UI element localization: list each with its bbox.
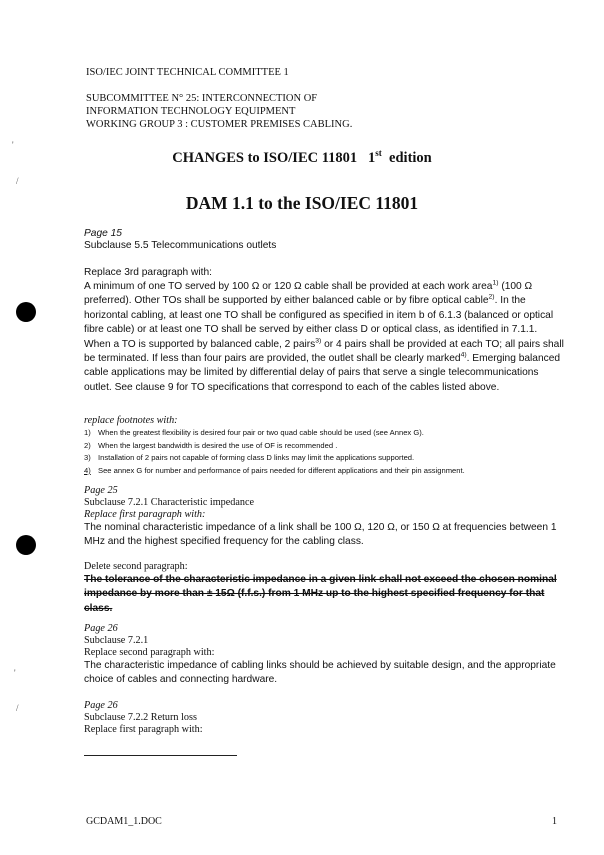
footer-filename: GCDAM1_1.DOC: [86, 816, 162, 827]
footnote-text: Installation of 2 pairs not capable of forming class D links may limit the applications supported.: [98, 453, 415, 463]
section2-paragraph: The nominal characteristic impedance of a link shall be 100 Ω, 120 Ω, or 150 Ω at frequencies between 1 MHz and the highest specified frequency for the cabling class.: [84, 522, 557, 548]
section2-page: Page 25: [84, 485, 118, 496]
section2-subclause: Subclause 7.2.1 Characteristic impedance: [84, 497, 255, 508]
section2-deleted-paragraph: The tolerance of the characteristic impedance in a given link shall not exceed the chosen nominal impedance by more than ± 15Ω (f.f.s.) from 1 MHz up to the highest specified frequency for that class.: [84, 574, 557, 614]
footnote-item: [84, 440, 564, 453]
subcommittee-line-1: SUBCOMMITTEE N° 25: INTERCONNECTION OF: [86, 93, 318, 104]
title-text: CHANGES to ISO/IEC 11801: [172, 149, 358, 166]
scan-mark: /: [16, 176, 19, 186]
section1-text-d: or 4 pairs shall be provided at each TO; all pairs shall be terminated. If less than four pairs are provided, the outlet shall be clearly marked: [84, 338, 564, 365]
section3-replace-instruction: Replace second paragraph with:: [84, 647, 215, 658]
document-title: [0, 148, 604, 167]
scan-mark: /: [16, 703, 19, 713]
section1-replace-instruction: Replace 3rd paragraph with:: [84, 267, 212, 278]
footnote-ref-2: 2): [488, 294, 495, 302]
footnote-list: [84, 427, 564, 477]
section1-page: Page 15: [84, 228, 122, 239]
committee-line: ISO/IEC JOINT TECHNICAL COMMITTEE 1: [86, 67, 289, 78]
section1-text-a: A minimum of one TO served by 100 Ω or 120 Ω cable shall be provided at each work area: [84, 281, 493, 292]
footnote-number: 3): [84, 453, 91, 463]
footnote-separator: [84, 755, 237, 756]
section1-text-b: (100 Ω preferred). Other TOs shall be supported by either balanced cable or by fibre optical cable: [84, 281, 533, 307]
footnote-number: 2): [84, 440, 91, 450]
section4-subclause: Subclause 7.2.2 Return loss: [84, 712, 197, 723]
section2-replace-instruction: Replace first paragraph with:: [84, 509, 206, 520]
footnote-item: [84, 465, 564, 478]
footnote-text: When the greatest flexibility is desired four pair or two quad cable should be used (see Annex G).: [98, 428, 424, 437]
subcommittee-block: [86, 92, 352, 131]
subcommittee-line-2: INFORMATION TECHNOLOGY EQUIPMENT: [86, 106, 296, 117]
section4-replace-instruction: Replace first paragraph with:: [84, 724, 203, 735]
section3-paragraph: The characteristic impedance of cabling links should be achieved by suitable design, and the appropriate choice of cables and connecting hardware.: [84, 660, 556, 686]
footnote-item: [84, 427, 564, 440]
footer-page-number: 1: [552, 816, 557, 827]
subcommittee-line-3: WORKING GROUP 3 : CUSTOMER PREMISES CABLING.: [86, 119, 353, 130]
punch-hole: [16, 535, 36, 555]
section3-page: Page 26: [84, 623, 118, 634]
footnotes-heading: replace footnotes with:: [84, 415, 178, 426]
scan-mark: ': [14, 668, 16, 678]
section1-subclause: Subclause 5.5 Telecommunications outlets: [84, 240, 277, 251]
scan-mark: ': [12, 140, 14, 150]
section2-delete-instruction: Delete second paragraph:: [84, 561, 188, 572]
section1-text-e: . Emerging balanced cable applications may be limited by differential delay of pairs that serve a single telecommunications outlet. See clause 9 for TO specifications that correspond to each of the cables listed above.: [84, 353, 561, 393]
footnote-item: [84, 452, 564, 465]
footnote-text: See annex G for number and performance of pairs needed for different applications and their pin assignment.: [98, 465, 465, 475]
footnote-number: 4): [84, 465, 91, 475]
footnote-ref-4: 4): [460, 351, 467, 359]
punch-hole: [16, 302, 36, 322]
section4-page: Page 26: [84, 700, 118, 711]
footnote-number: 1): [84, 428, 91, 437]
section3-subclause: Subclause 7.2.1: [84, 635, 149, 646]
footnote-ref-3: 3): [315, 337, 322, 345]
dam-title: DAM 1.1 to the ISO/IEC 11801: [185, 193, 419, 213]
title-edition-number: 1: [368, 149, 376, 166]
section1-paragraph: [84, 280, 564, 395]
section1-text-c: . In the horizontal cabling, at least one TO shall be configured as specified in item b of 6.1.3 (balanced or optical fibre cable) or at least one TO shall be served by either class D or optical class, as identified in 7.1.1. When a TO is supported by balanced cable, 2 pairs: [84, 295, 554, 350]
title-superscript: st: [375, 148, 382, 158]
title-edition: edition: [389, 149, 432, 166]
footnote-ref-1: 1): [492, 279, 499, 287]
footnote-text: When the largest bandwidth is desired the use of OF is recommended .: [98, 440, 338, 450]
